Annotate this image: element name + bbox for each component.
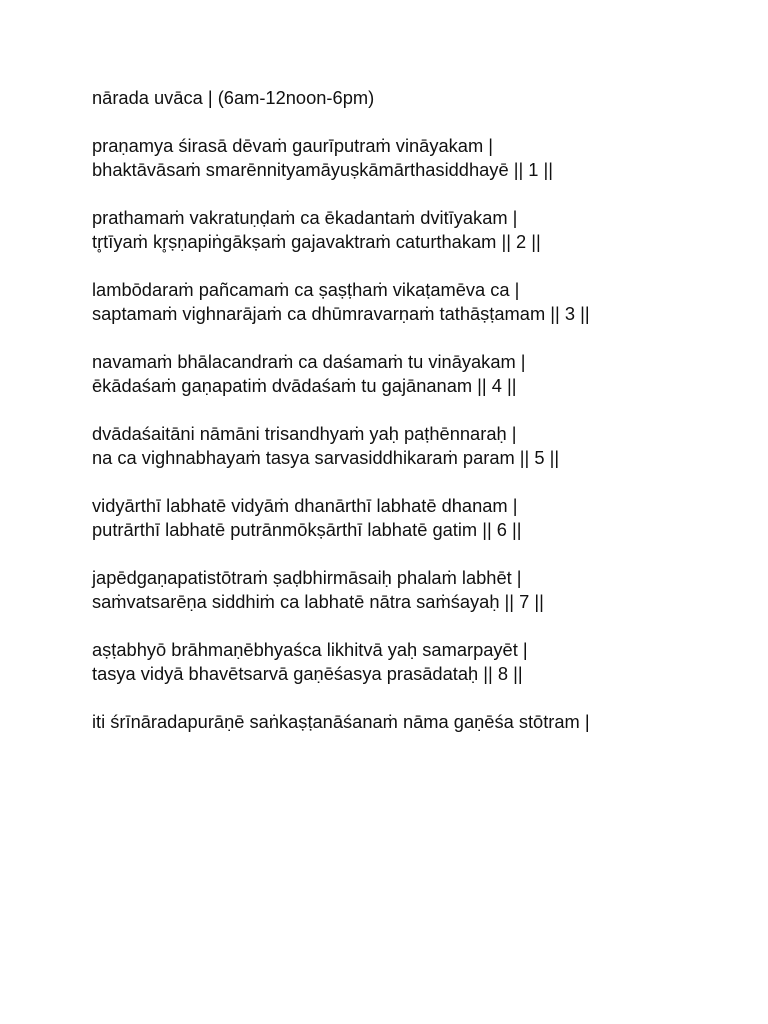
- verse-1: [92, 134, 752, 182]
- verse-3-line-2: saptamaṁ vighnarājaṁ ca dhūmravarṇaṁ tathāṣṭamam || 3 ||: [92, 303, 590, 324]
- verse-3-line-1: lambōdaraṁ pañcamaṁ ca ṣaṣṭhaṁ vikaṭamēva ca |: [92, 279, 520, 300]
- verse-8-line-1: aṣṭabhyō brāhmaṇēbhyaśca likhitvā yaḥ samarpayēt |: [92, 639, 528, 660]
- document-page: [92, 86, 752, 734]
- verse-1-line-1: praṇamya śirasā dēvaṁ gaurīputraṁ vināyakam |: [92, 135, 494, 156]
- verse-8-line-2: tasya vidyā bhavētsarvā gaṇēśasya prasādataḥ || 8 ||: [92, 663, 523, 684]
- verse-5: [92, 422, 752, 470]
- verse-8: [92, 638, 752, 686]
- verse-4-line-2: ēkādaśaṁ gaṇapatiṁ dvādaśaṁ tu gajānanam || 4 ||: [92, 375, 517, 396]
- verse-6-line-1: vidyārthī labhatē vidyāṁ dhanārthī labhatē dhanam |: [92, 495, 518, 516]
- verse-6-line-2: putrārthī labhatē putrānmōkṣārthī labhatē gatim || 6 ||: [92, 519, 522, 540]
- verse-6: [92, 494, 752, 542]
- verse-2-line-2: tr̥tīyaṁ kr̥ṣṇapiṅgākṣaṁ gajavaktraṁ caturthakam || 2 ||: [92, 231, 541, 252]
- verse-1-line-2: bhaktāvāsaṁ smarēnnityamāyuṣkāmārthasiddhayē || 1 ||: [92, 159, 554, 180]
- stotram-heading: nārada uvāca | (6am-12noon-6pm): [92, 87, 375, 108]
- verse-2-line-1: prathamaṁ vakratuṇḍaṁ ca ēkadantaṁ dvitīyakam |: [92, 207, 518, 228]
- verse-3: [92, 278, 752, 326]
- verse-4-line-1: navamaṁ bhālacandraṁ ca daśamaṁ tu vināyakam |: [92, 351, 526, 372]
- colophon: iti śrīnāradapurāṇē saṅkaṣṭanāśanaṁ nāma gaṇēśa stōtram |: [92, 711, 590, 732]
- verse-7-line-1: japēdgaṇapatistōtraṁ ṣaḍbhirmāsaiḥ phalaṁ labhēt |: [92, 567, 522, 588]
- verse-4: [92, 350, 752, 398]
- verse-5-line-2: na ca vighnabhayaṁ tasya sarvasiddhikaraṁ param || 5 ||: [92, 447, 560, 468]
- verse-2: [92, 206, 752, 254]
- verse-7-line-2: saṁvatsarēṇa siddhiṁ ca labhatē nātra saṁśayaḥ || 7 ||: [92, 591, 544, 612]
- verse-7: [92, 566, 752, 614]
- verse-5-line-1: dvādaśaitāni nāmāni trisandhyaṁ yaḥ paṭhēnnaraḥ |: [92, 423, 517, 444]
